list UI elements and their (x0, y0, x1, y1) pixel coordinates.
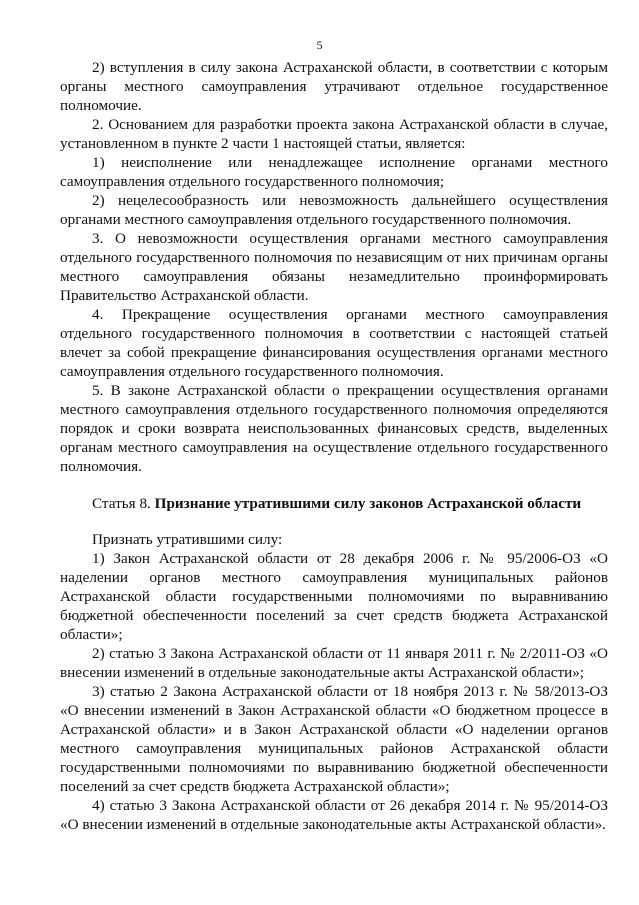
list-item: 1) Закон Астраханской области от 28 декабря 2006 г. № 95/2006-ОЗ «О наделении органов местного самоуправления муниципальных районов Астраханской области государственными полномочиями по выравниванию бюджетной обеспеченности поселений за счет средств бюджета Астраханской области»; (60, 550, 608, 643)
list-item: 4) статью 3 Закона Астраханской области от 26 декабря 2014 г. № 95/2014-ОЗ «О внесении изменений в отдельные законодательные акты Астраханской области». (60, 797, 608, 833)
article-heading (60, 494, 608, 513)
paragraph: 4. Прекращение осуществления органами местного самоуправления отдельного государственного полномочия в соответствии с настоящей статьей влечет за собой прекращение финансирования осуществления органами местного самоуправления отдельного государственного полномочия. (60, 306, 608, 380)
article-title: Признание утратившими силу законов Астраханской области (154, 495, 582, 512)
list-item: 2) статью 3 Закона Астраханской области от 11 января 2011 г. № 2/2011-ОЗ «О внесении изменений в отдельные законодательные акты Астраханской области»; (60, 645, 608, 681)
article-label: Статья 8. (92, 495, 155, 512)
paragraph: 5. В законе Астраханской области о прекращении осуществления органами местного самоуправления отдельного государственного полномочия определяются порядок и сроки возврата неиспользованных финансовых средств, выделенных органам местного самоуправления на осуществление отдельного государственного полномочия. (60, 382, 608, 475)
article-intro: Признать утратившими силу: (92, 531, 283, 548)
list-item: 3) статью 2 Закона Астраханской области от 18 ноября 2013 г. № 58/2013-ОЗ «О внесении изменений в Закон Астраханской области «О бюджетном процессе в Астраханской области» и в Закон Астраханской области «О наделении органов местного самоуправления муниципальных районов Астраханской области государственными полномочиями по выравниванию бюджетной обеспеченности поселений за счет средств бюджета Астраханской области»; (60, 683, 608, 795)
document-body (60, 58, 608, 834)
paragraph: 1) неисполнение или ненадлежащее исполнение органами местного самоуправления отдельного государственного полномочия; (60, 154, 608, 190)
paragraph: 2. Основанием для разработки проекта закона Астраханской области в случае, установленном в пункте 2 части 1 настоящей статьи, является: (60, 116, 608, 152)
paragraph: 2) вступления в силу закона Астраханской области, в соответствии с которым органы местного самоуправления утрачивают отдельное государственное полномочие. (60, 59, 608, 114)
page-number: 5 (316, 38, 323, 52)
paragraph: 3. О невозможности осуществления органами местного самоуправления отдельного государственного полномочия по независящим от них причинам органы местного самоуправления обязаны незамедлительно проинформировать Правительство Астраханской области. (60, 230, 608, 304)
paragraph: 2) нецелесообразность или невозможность дальнейшего осуществления органами местного самоуправления отдельного государственного полномочия. (60, 192, 608, 228)
